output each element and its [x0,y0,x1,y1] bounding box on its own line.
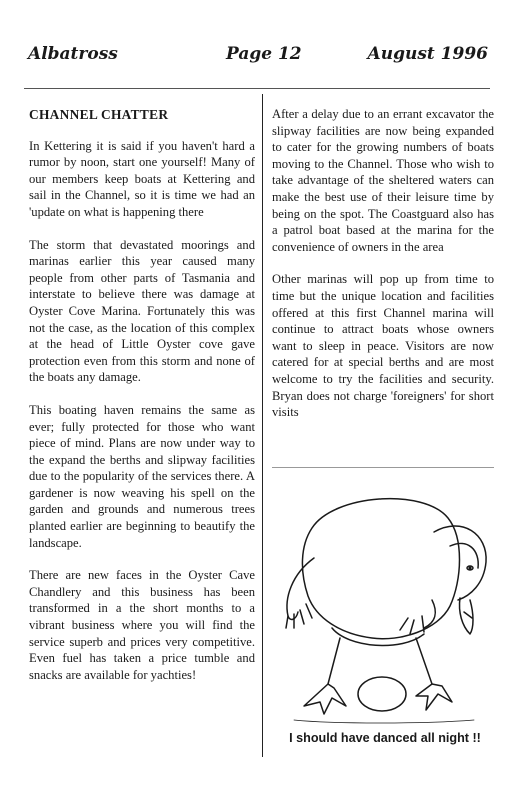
right-column [272,106,494,421]
article-heading: CHANNEL CHATTER [29,107,169,122]
header-rule [24,88,490,89]
publication-title: Albatross [28,44,118,64]
paragraph: Other marinas will pop up from time to time but the unique location and facilities offered at this first Channel marina will continue to attract boats whose owners want to sleep in peace. Visitors are now catered for at special berths and are most welcome to try the facilities and security. Bryan does not charge 'foreigners' for short visits [272,272,494,420]
paragraph: There are new faces in the Oyster Cave Chandlery and this business has been transformed in a the short months to a vibrant business where you will find the service superb and prices very competitive. Even fuel has taken a price tumble and snacks are available for yachties! [29,568,255,682]
page-header [24,44,490,74]
paragraph: This boating haven remains the same as ever; fully protected for those who want piece of mind. Plans are now under way to the expand the berths and slipway facilities due to the popularity of the services there. A gardener is now weaving his spell on the garden and grounds and numerous trees planted earlier are beginning to beautify the landscape. [29,402,255,550]
left-column [29,107,255,683]
page-number: Page 12 [226,44,302,64]
section-rule [272,467,494,468]
paragraph: In Kettering it is said if you haven't hard a rumor by noon, start one yourself! Many of our members keep boats at Kettering and sail in the Channel, so it is time we had an 'update on what is happening there [29,138,255,219]
cartoon-caption: I should have danced all night !! [289,731,481,745]
albatross-cartoon-icon [274,488,496,736]
column-divider [262,94,263,757]
paragraph: After a delay due to an errant excavator the slipway facilities are now being expanded to cater for the growing numbers of boats moving to the Channel. Those who wish to take advantage of the sheltered waters can make the best use of their leisure time by being on the spot. The Coastguard also has a patrol boat based at the marina for the convenience of owners in the area [272,107,494,254]
issue-date: August 1996 [367,44,488,64]
paragraph: The storm that devastated moorings and marinas earlier this year caused many people from other parts of Tasmania and interstate to believe there was damage at Oyster Cove Marina. Fortunately this was not the case, as the location of this complex at the head of Little Oyster cove gave protection even from this storm and none of the boats any damage. [29,237,255,385]
